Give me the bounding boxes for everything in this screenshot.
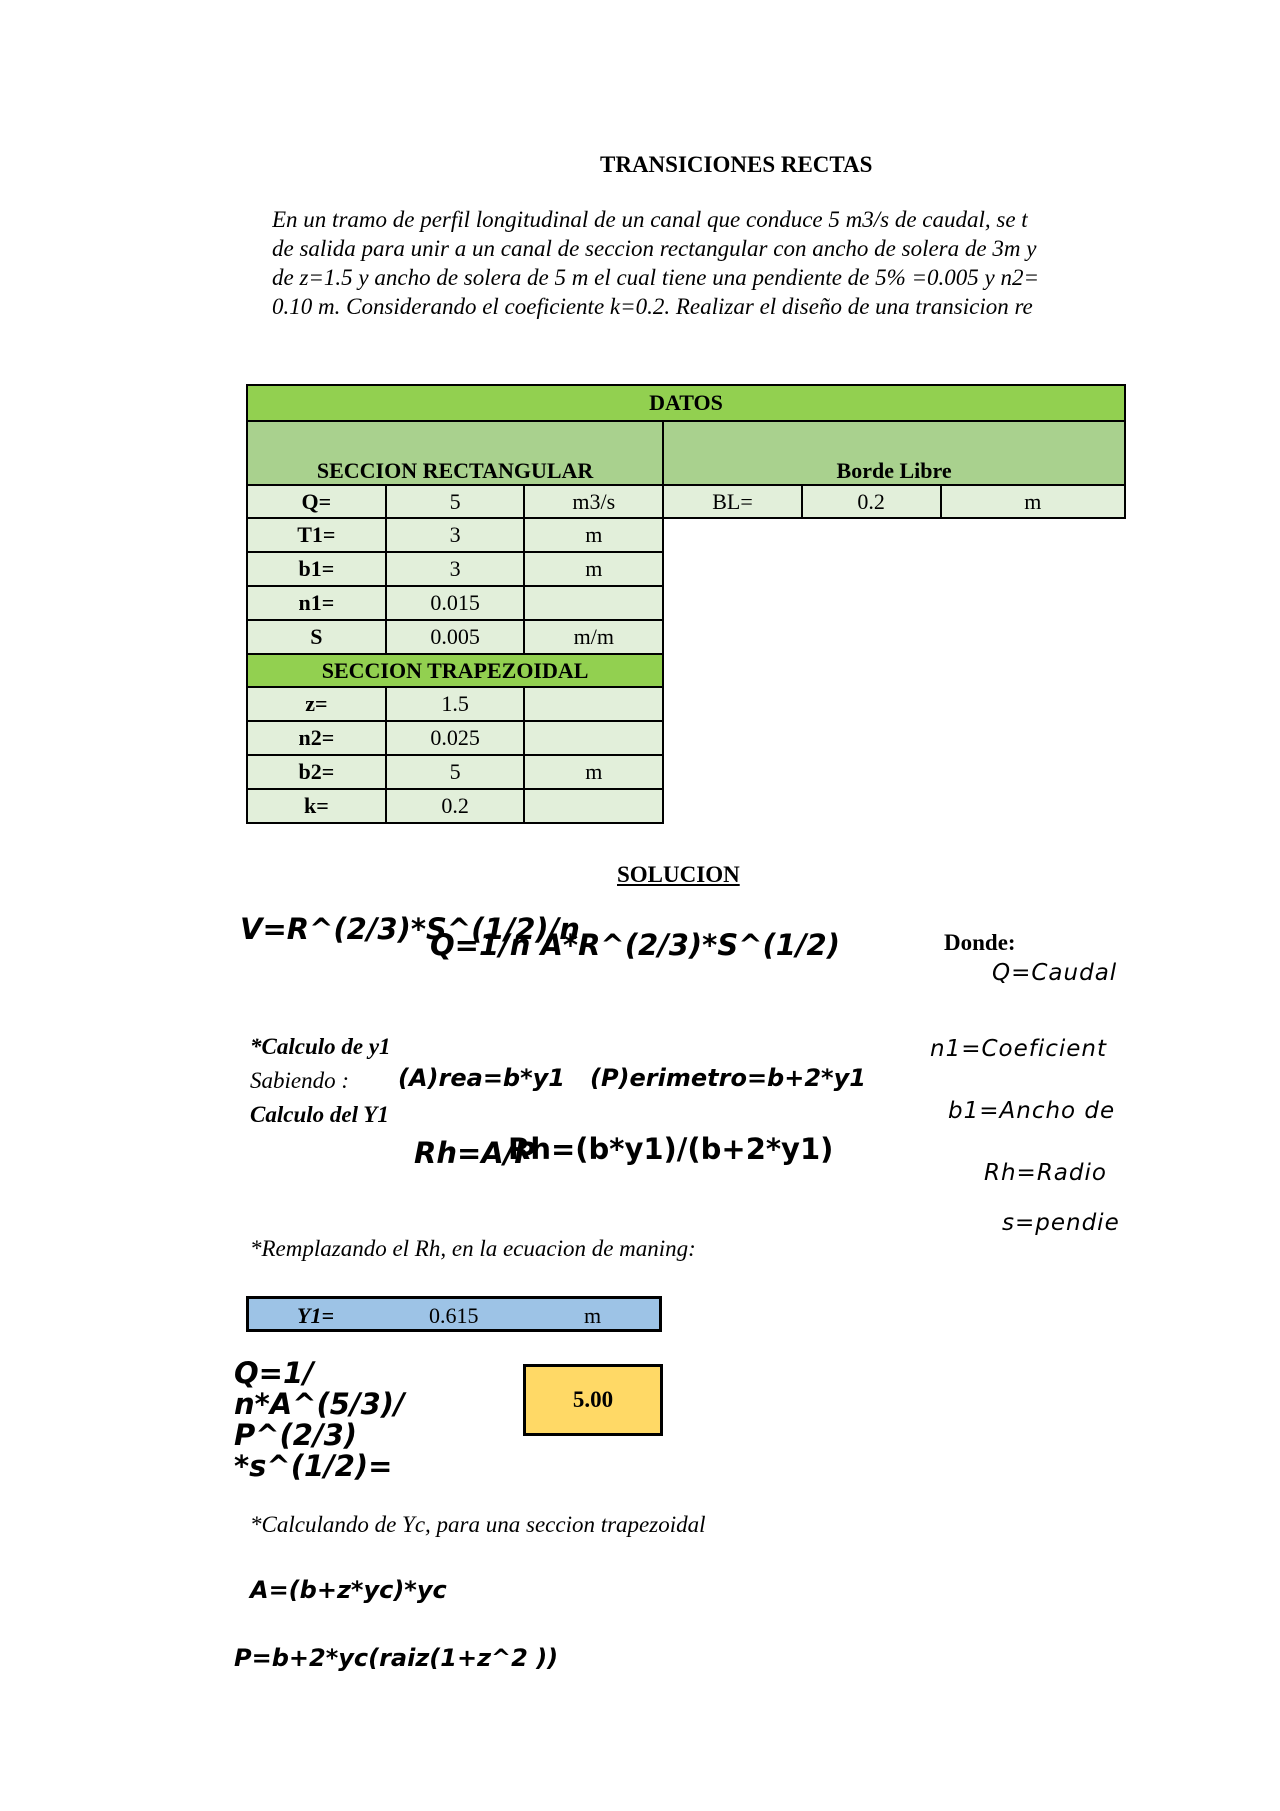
rect-label: T1=: [247, 518, 386, 552]
trap-section-header: SECCION TRAPEZOIDAL: [247, 654, 663, 687]
rh-formula-a: Rh=A/P: [414, 1136, 536, 1170]
rect-unit: m3/s: [524, 485, 663, 518]
trap-unit: m: [524, 755, 663, 789]
area-formula: (A)rea=b*y1: [398, 1064, 566, 1092]
trap-label: b2=: [247, 755, 386, 789]
datos-header: DATOS: [247, 385, 1125, 421]
trap-value: 0.025: [386, 721, 525, 755]
problem-line: En un tramo de perfil longitudinal de un canal que conduce 5 m3/s de caudal, se t: [272, 207, 1028, 232]
donde-item: b1=Ancho de: [948, 1098, 1116, 1124]
trap-label: z=: [247, 687, 386, 721]
donde-item: Q=Caudal: [992, 960, 1118, 986]
y1-result-row: [246, 1296, 662, 1332]
perim-trap-formula: P=b+2*yc(raiz(1+z^2 )): [234, 1644, 559, 1672]
rect-value: 0.015: [386, 586, 525, 620]
q-check-line: P^(2/3): [234, 1418, 358, 1452]
datos-table: [246, 384, 1126, 824]
rh-formula-b: Rh=(b*y1)/(b+2*y1): [508, 1132, 834, 1166]
donde-label: Donde:: [944, 930, 1016, 955]
rect-label: b1=: [247, 552, 386, 586]
page-title: TRANSICIONES RECTAS: [600, 152, 873, 177]
q-check-result: 5.00: [523, 1364, 663, 1436]
bl-unit: m: [941, 485, 1126, 518]
rect-unit: m: [524, 552, 663, 586]
rect-section-header: SECCION RECTANGULAR: [247, 421, 663, 485]
rect-unit: m/m: [524, 620, 663, 654]
trap-label: k=: [247, 789, 386, 823]
donde-item: s=pendie: [1002, 1210, 1120, 1236]
q-check-line: *s^(1/2)=: [234, 1449, 393, 1483]
trap-label: n2=: [247, 721, 386, 755]
solucion-heading: SOLUCION: [617, 862, 740, 887]
y1-value: 0.615: [429, 1303, 479, 1328]
rect-unit: [524, 586, 663, 620]
bl-value: 0.2: [802, 485, 941, 518]
y1-label: Y1=: [297, 1303, 334, 1328]
sabiendo-label: Sabiendo :: [250, 1068, 350, 1093]
q-check-line: Q=1/: [234, 1356, 314, 1390]
calc-y1-title: *Calculo de y1: [250, 1034, 391, 1059]
rect-value: 3: [386, 518, 525, 552]
rect-label: Q=: [247, 485, 386, 518]
rect-value: 3: [386, 552, 525, 586]
y1-unit: m: [584, 1303, 602, 1328]
trap-value: 1.5: [386, 687, 525, 721]
area-trap-formula: A=(b+z*yc)*yc: [250, 1576, 447, 1604]
rect-label: S: [247, 620, 386, 654]
perimetro-formula: (P)erimetro=b+2*y1: [590, 1064, 866, 1092]
trap-value: 0.2: [386, 789, 525, 823]
donde-item: n1=Coeficient: [930, 1036, 1108, 1062]
flow-formula: Q=1/n A*R^(2/3)*S^(1/2): [430, 928, 840, 962]
rect-value: 5: [386, 485, 525, 518]
donde-list: [900, 950, 1126, 1250]
rect-unit: m: [524, 518, 663, 552]
q-check-line: n*A^(5/3)/: [234, 1387, 405, 1421]
trap-unit: [524, 721, 663, 755]
rect-label: n1=: [247, 586, 386, 620]
problem-line: de z=1.5 y ancho de solera de 5 m el cual tiene una pendiente de 5% =0.005 y n2=: [272, 265, 1040, 290]
trap-value: 5: [386, 755, 525, 789]
problem-line: de salida para unir a un canal de seccion rectangular con ancho de solera de 3m y: [272, 236, 1037, 261]
problem-statement: [272, 205, 1124, 321]
calc-yc-text: *Calculando de Yc, para una seccion trapezoidal: [250, 1512, 706, 1537]
trap-unit: [524, 789, 663, 823]
trap-unit: [524, 687, 663, 721]
donde-item: Rh=Radio: [984, 1160, 1107, 1186]
rect-value: 0.005: [386, 620, 525, 654]
problem-line: 0.10 m. Considerando el coeficiente k=0.2. Realizar el diseño de una transicion re: [272, 294, 1033, 319]
remplazando-text: *Remplazando el Rh, en la ecuacion de maning:: [250, 1236, 696, 1261]
bl-label: BL=: [663, 485, 802, 518]
velocity-formula: V=R^(2/3)*S^(1/2)/n: [240, 912, 580, 946]
borde-libre-header: Borde Libre: [663, 421, 1125, 485]
calc-Y1-label: Calculo del Y1: [250, 1102, 389, 1127]
q-check-formula: [234, 1358, 405, 1482]
